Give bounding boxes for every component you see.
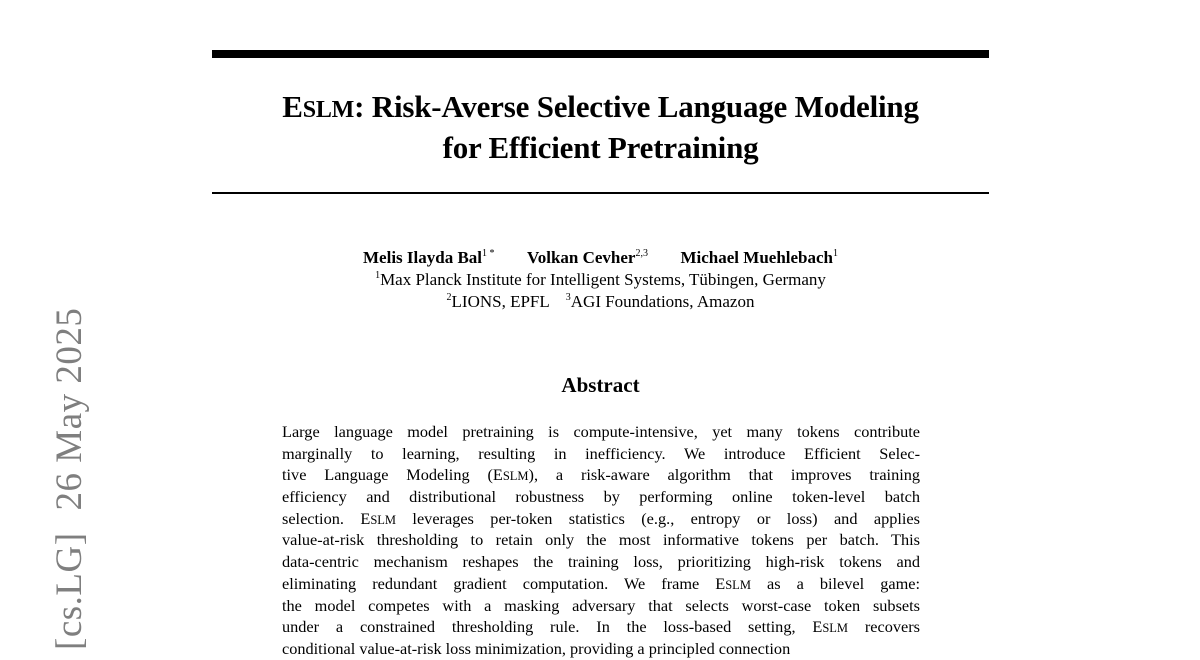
author-name: Michael Muehlebach [680, 248, 833, 267]
affiliation-text: Max Planck Institute for Intelligent Systems, Tübingen, Germany [380, 270, 826, 289]
arxiv-identifier-stamp [50, 308, 90, 650]
title-line-1-text: : Risk-Averse Selective Language Modeling [354, 89, 919, 124]
author-affiliation-marks: 1 [833, 248, 838, 259]
abstract-line: eliminating redundant gradient computation. We frame ESLM as a bilevel game: [282, 573, 920, 593]
arxiv-date: 26 May 2025 [49, 307, 90, 511]
abstract-line: under a constrained thresholding rule. In the loss-based setting, ESLM recovers [282, 617, 920, 637]
author-affiliation-marks: 1 * [482, 248, 495, 259]
abstract-line: tive Language Modeling (ESLM), a risk-aware algorithm that improves training [282, 465, 921, 485]
abstract-heading: Abstract [561, 373, 640, 397]
abstract-line: conditional value-at-risk loss minimization, providing a principled connection [282, 638, 791, 658]
author-name: Melis Ilayda Bal [363, 248, 483, 267]
abstract-line: efficiency and distributional robustness by performing online token-level batch [282, 487, 920, 507]
affiliation-mark: 3 [565, 292, 571, 303]
affiliation-text: LIONS, EPFL [451, 292, 550, 311]
abstract-line: data-centric mechanism reshapes the training loss, prioritizing high-risk tokens and [282, 552, 920, 572]
arxiv-category: [cs.LG] [49, 532, 90, 650]
title-method-rest: SLM [302, 97, 355, 123]
paper-title [212, 88, 989, 166]
abstract-line: Large language model pretraining is compute-intensive, yet many tokens contribute [282, 422, 920, 441]
author-name: Volkan Cevher [527, 248, 636, 267]
affiliation-text: AGI Foundations, Amazon [570, 292, 755, 311]
abstract-line: marginally to learning, resulting in inefficiency. We introduce Efficient Selec- [282, 443, 920, 463]
affiliation-2-3 [212, 291, 989, 313]
affiliation-mark: 1 [375, 270, 381, 281]
title-bottom-rule [212, 192, 989, 194]
affiliation-1 [212, 269, 989, 291]
abstract-line: value-at-risk thresholding to retain only the most informative tokens per batch. This [282, 530, 920, 550]
title-line-2: for Efficient Pretraining [442, 130, 759, 165]
affiliation-mark: 2 [446, 292, 452, 303]
author-names [212, 247, 989, 269]
author-affiliation-marks: 2,3 [635, 248, 648, 259]
title-top-rule [212, 50, 989, 58]
title-method-initial: E [282, 89, 303, 124]
abstract-line: the model competes with a masking adversary that selects worst-case token subsets [282, 595, 920, 615]
author-block [212, 247, 989, 313]
abstract-line: selection. ESLM leverages per-token statistics (e.g., entropy or loss) and applies [282, 508, 920, 528]
abstract-body [282, 421, 920, 660]
title-line-1 [212, 88, 989, 129]
